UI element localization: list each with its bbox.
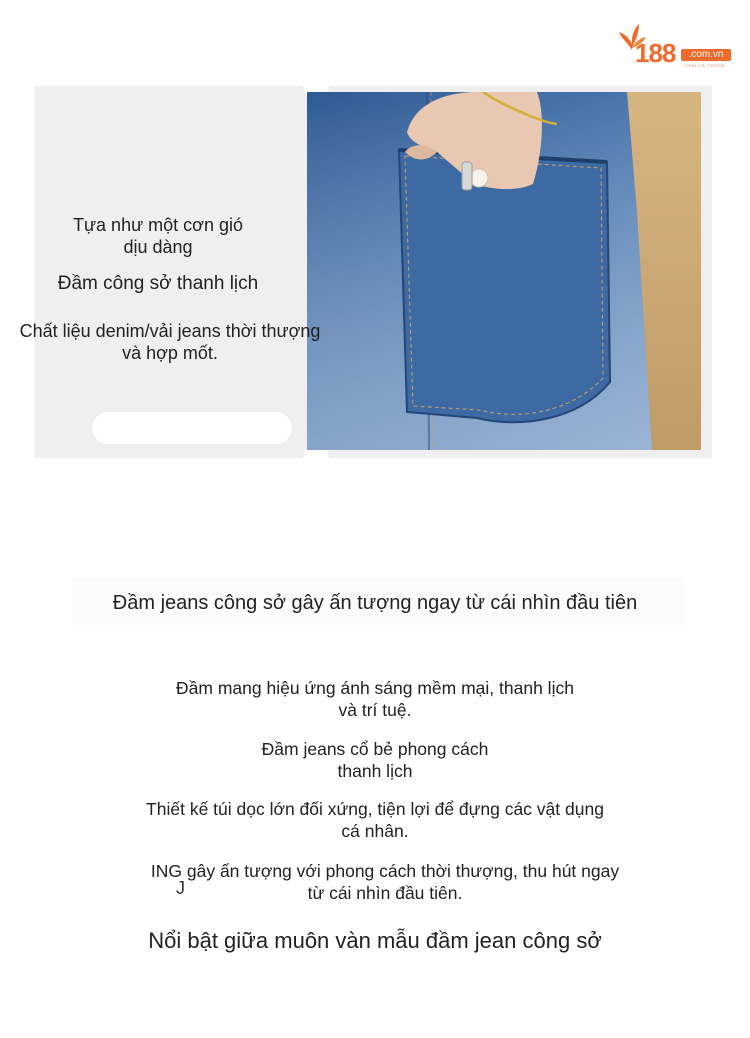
panel-line-2: Đầm công sở thanh lịch	[57, 273, 259, 294]
final-title: Nổi bật giữa muôn vàn mẫu đầm jean công sở	[148, 928, 602, 953]
bullet-1: Đầm mang hiệu ứng ánh sáng mềm mại, thanh lịch và trí tuệ.	[176, 678, 574, 720]
panel-line-1: Tựa như một cơn gió dịu dàng	[73, 215, 243, 257]
bullet-3: Thiết kế túi dọc lớn đối xứng, tiện lợi để đựng các vật dụng cá nhân.	[146, 799, 604, 841]
bullet-4: ING gây ấn tượng với phong cách thời thượng, thu hút ngay từ cái nhìn đầu tiên.	[150, 861, 620, 903]
hook-glyph: J	[176, 878, 185, 898]
logo-number: 188	[635, 38, 676, 68]
bullet-2: Đầm jeans cổ bẻ phong cách thanh lịch	[261, 739, 489, 781]
logo-tagline: XEM LÀ THÍCH	[685, 63, 725, 68]
logo-domain: .com.vn	[681, 49, 731, 61]
panel-line-3: Chất liệu denim/vải jeans thời thượng và hợp mốt.	[19, 321, 321, 363]
brand-logo[interactable]	[617, 22, 735, 70]
denim-pocket-photo	[307, 92, 701, 450]
main-title: Đầm jeans công sở gây ấn tượng ngay từ cái nhìn đầu tiên	[112, 592, 638, 614]
panel-pill	[92, 412, 292, 444]
